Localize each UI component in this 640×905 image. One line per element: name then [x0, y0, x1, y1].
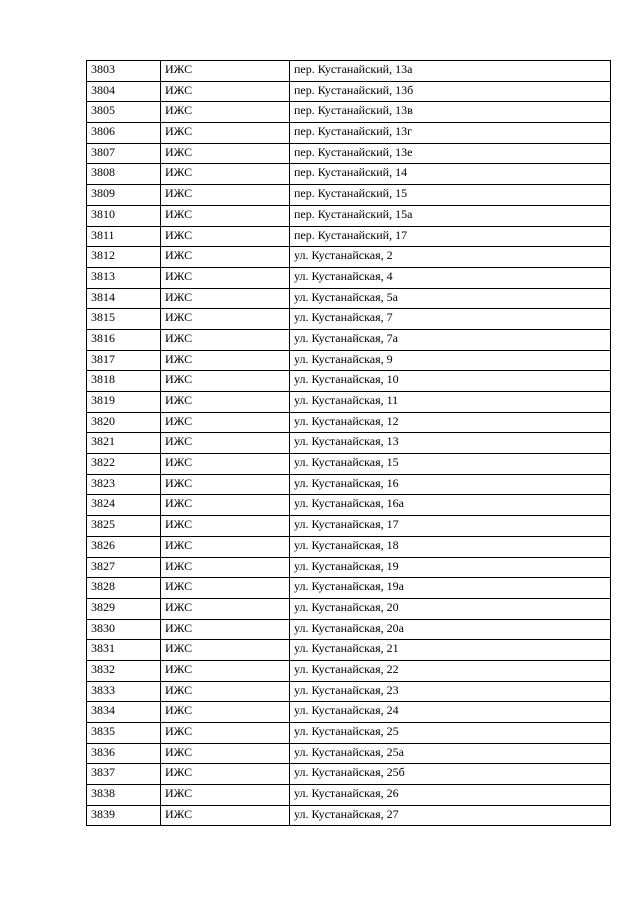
address-cell: ул. Кустанайская, 26: [290, 785, 611, 806]
table-row: [87, 536, 611, 557]
table-row: [87, 143, 611, 164]
record-number-cell: 3805: [87, 102, 161, 123]
table-row: [87, 288, 611, 309]
land-use-type-cell: ИЖС: [161, 371, 290, 392]
address-cell: ул. Кустанайская, 20а: [290, 619, 611, 640]
address-cell: ул. Кустанайская, 19а: [290, 578, 611, 599]
address-cell: ул. Кустанайская, 27: [290, 805, 611, 826]
address-cell: пер. Кустанайский, 13а: [290, 61, 611, 82]
land-use-type-cell: ИЖС: [161, 267, 290, 288]
table-row: [87, 619, 611, 640]
table-row: [87, 805, 611, 826]
address-table-body: [87, 61, 611, 826]
land-use-type-cell: ИЖС: [161, 392, 290, 413]
land-use-type-cell: ИЖС: [161, 516, 290, 537]
record-number-cell: 3837: [87, 764, 161, 785]
land-use-type-cell: ИЖС: [161, 412, 290, 433]
table-row: [87, 640, 611, 661]
table-row: [87, 247, 611, 268]
address-cell: ул. Кустанайская, 11: [290, 392, 611, 413]
record-number-cell: 3807: [87, 143, 161, 164]
address-cell: ул. Кустанайская, 15: [290, 454, 611, 475]
land-use-type-cell: ИЖС: [161, 619, 290, 640]
record-number-cell: 3834: [87, 702, 161, 723]
land-use-type-cell: ИЖС: [161, 660, 290, 681]
land-use-type-cell: ИЖС: [161, 723, 290, 744]
table-row: [87, 495, 611, 516]
table-row: [87, 474, 611, 495]
address-cell: ул. Кустанайская, 20: [290, 598, 611, 619]
address-cell: ул. Кустанайская, 24: [290, 702, 611, 723]
address-cell: ул. Кустанайская, 22: [290, 660, 611, 681]
record-number-cell: 3804: [87, 81, 161, 102]
address-cell: ул. Кустанайская, 17: [290, 516, 611, 537]
address-cell: ул. Кустанайская, 19: [290, 557, 611, 578]
land-use-type-cell: ИЖС: [161, 288, 290, 309]
land-use-type-cell: ИЖС: [161, 123, 290, 144]
land-use-type-cell: ИЖС: [161, 764, 290, 785]
table-row: [87, 329, 611, 350]
record-number-cell: 3836: [87, 743, 161, 764]
table-row: [87, 392, 611, 413]
record-number-cell: 3806: [87, 123, 161, 144]
record-number-cell: 3812: [87, 247, 161, 268]
record-number-cell: 3820: [87, 412, 161, 433]
table-row: [87, 205, 611, 226]
record-number-cell: 3818: [87, 371, 161, 392]
address-cell: ул. Кустанайская, 25: [290, 723, 611, 744]
table-row: [87, 743, 611, 764]
land-use-type-cell: ИЖС: [161, 454, 290, 475]
table-row: [87, 371, 611, 392]
record-number-cell: 3803: [87, 61, 161, 82]
table-row: [87, 412, 611, 433]
land-use-type-cell: ИЖС: [161, 598, 290, 619]
record-number-cell: 3835: [87, 723, 161, 744]
table-row: [87, 164, 611, 185]
record-number-cell: 3810: [87, 205, 161, 226]
record-number-cell: 3814: [87, 288, 161, 309]
land-use-type-cell: ИЖС: [161, 329, 290, 350]
address-cell: пер. Кустанайский, 13г: [290, 123, 611, 144]
record-number-cell: 3828: [87, 578, 161, 599]
address-cell: пер. Кустанайский, 13в: [290, 102, 611, 123]
land-use-type-cell: ИЖС: [161, 702, 290, 723]
table-row: [87, 350, 611, 371]
table-row: [87, 578, 611, 599]
address-cell: ул. Кустанайская, 5а: [290, 288, 611, 309]
address-cell: ул. Кустанайская, 10: [290, 371, 611, 392]
record-number-cell: 3827: [87, 557, 161, 578]
land-use-type-cell: ИЖС: [161, 640, 290, 661]
address-cell: пер. Кустанайский, 17: [290, 226, 611, 247]
land-use-type-cell: ИЖС: [161, 350, 290, 371]
record-number-cell: 3808: [87, 164, 161, 185]
address-cell: ул. Кустанайская, 13: [290, 433, 611, 454]
land-use-type-cell: ИЖС: [161, 495, 290, 516]
address-cell: ул. Кустанайская, 4: [290, 267, 611, 288]
land-use-type-cell: ИЖС: [161, 102, 290, 123]
land-use-type-cell: ИЖС: [161, 226, 290, 247]
table-row: [87, 81, 611, 102]
address-cell: ул. Кустанайская, 12: [290, 412, 611, 433]
record-number-cell: 3816: [87, 329, 161, 350]
land-use-type-cell: ИЖС: [161, 681, 290, 702]
address-cell: ул. Кустанайская, 16а: [290, 495, 611, 516]
record-number-cell: 3830: [87, 619, 161, 640]
record-number-cell: 3815: [87, 309, 161, 330]
address-cell: ул. Кустанайская, 7а: [290, 329, 611, 350]
land-use-type-cell: ИЖС: [161, 474, 290, 495]
record-number-cell: 3813: [87, 267, 161, 288]
address-cell: пер. Кустанайский, 15а: [290, 205, 611, 226]
address-cell: пер. Кустанайский, 13б: [290, 81, 611, 102]
address-cell: ул. Кустанайская, 25б: [290, 764, 611, 785]
record-number-cell: 3811: [87, 226, 161, 247]
record-number-cell: 3826: [87, 536, 161, 557]
record-number-cell: 3822: [87, 454, 161, 475]
land-use-type-cell: ИЖС: [161, 785, 290, 806]
address-cell: ул. Кустанайская, 18: [290, 536, 611, 557]
table-row: [87, 681, 611, 702]
land-use-type-cell: ИЖС: [161, 247, 290, 268]
land-use-type-cell: ИЖС: [161, 81, 290, 102]
table-row: [87, 557, 611, 578]
table-row: [87, 785, 611, 806]
record-number-cell: 3809: [87, 185, 161, 206]
table-row: [87, 516, 611, 537]
address-cell: ул. Кустанайская, 7: [290, 309, 611, 330]
land-use-type-cell: ИЖС: [161, 61, 290, 82]
table-row: [87, 433, 611, 454]
table-row: [87, 61, 611, 82]
table-row: [87, 702, 611, 723]
record-number-cell: 3817: [87, 350, 161, 371]
table-row: [87, 660, 611, 681]
address-cell: ул. Кустанайская, 23: [290, 681, 611, 702]
address-cell: ул. Кустанайская, 2: [290, 247, 611, 268]
record-number-cell: 3839: [87, 805, 161, 826]
table-row: [87, 454, 611, 475]
land-use-type-cell: ИЖС: [161, 143, 290, 164]
table-row: [87, 309, 611, 330]
record-number-cell: 3823: [87, 474, 161, 495]
record-number-cell: 3838: [87, 785, 161, 806]
address-cell: пер. Кустанайский, 14: [290, 164, 611, 185]
table-row: [87, 123, 611, 144]
record-number-cell: 3833: [87, 681, 161, 702]
table-row: [87, 102, 611, 123]
land-use-type-cell: ИЖС: [161, 433, 290, 454]
address-cell: ул. Кустанайская, 16: [290, 474, 611, 495]
record-number-cell: 3825: [87, 516, 161, 537]
table-row: [87, 723, 611, 744]
table-row: [87, 598, 611, 619]
record-number-cell: 3824: [87, 495, 161, 516]
record-number-cell: 3819: [87, 392, 161, 413]
table-row: [87, 185, 611, 206]
land-use-type-cell: ИЖС: [161, 743, 290, 764]
address-cell: ул. Кустанайская, 21: [290, 640, 611, 661]
record-number-cell: 3831: [87, 640, 161, 661]
address-cell: ул. Кустанайская, 25а: [290, 743, 611, 764]
record-number-cell: 3821: [87, 433, 161, 454]
land-use-type-cell: ИЖС: [161, 205, 290, 226]
land-use-type-cell: ИЖС: [161, 309, 290, 330]
address-cell: пер. Кустанайский, 13е: [290, 143, 611, 164]
address-cell: ул. Кустанайская, 9: [290, 350, 611, 371]
land-use-type-cell: ИЖС: [161, 164, 290, 185]
table-row: [87, 267, 611, 288]
land-use-type-cell: ИЖС: [161, 805, 290, 826]
record-number-cell: 3829: [87, 598, 161, 619]
land-use-type-cell: ИЖС: [161, 185, 290, 206]
address-table: [86, 60, 611, 826]
table-row: [87, 764, 611, 785]
record-number-cell: 3832: [87, 660, 161, 681]
land-use-type-cell: ИЖС: [161, 536, 290, 557]
table-row: [87, 226, 611, 247]
address-cell: пер. Кустанайский, 15: [290, 185, 611, 206]
land-use-type-cell: ИЖС: [161, 578, 290, 599]
land-use-type-cell: ИЖС: [161, 557, 290, 578]
